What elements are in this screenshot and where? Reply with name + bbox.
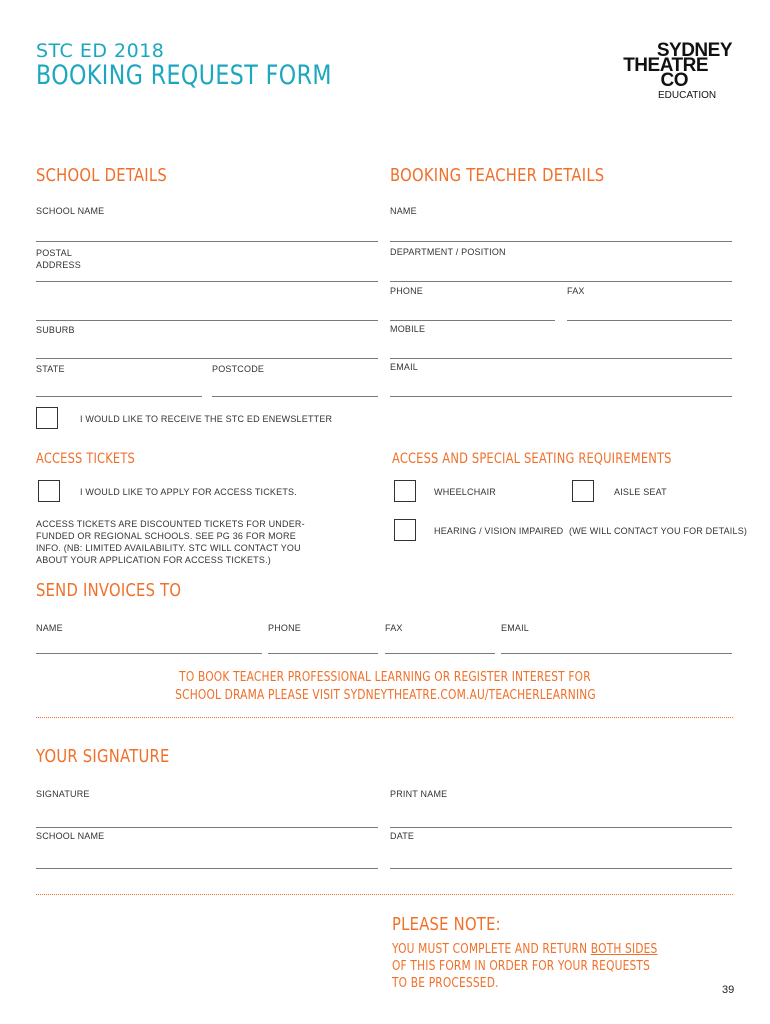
aisle-seat-checkbox[interactable]: [572, 480, 594, 502]
invoice-email-field[interactable]: [501, 653, 732, 654]
access-tickets-heading: ACCESS TICKETS: [36, 451, 135, 467]
dotted-divider-2: [36, 894, 733, 895]
teacher-fax-field[interactable]: [567, 320, 732, 321]
invoice-fax-label: FAX: [385, 623, 403, 633]
invoice-fax-field[interactable]: [385, 653, 495, 654]
please-note-line-1: [392, 941, 658, 958]
postal-address-label: POSTAL ADDRESS: [36, 248, 81, 270]
department-label: DEPARTMENT / POSITION: [390, 247, 506, 257]
invoice-phone-field[interactable]: [268, 653, 378, 654]
please-note-line-2: OF THIS FORM IN ORDER FOR YOUR REQUESTS: [392, 959, 651, 974]
print-name-field[interactable]: [390, 827, 732, 828]
teacher-learning-notice: [0, 668, 770, 704]
teacher-email-field[interactable]: [390, 396, 732, 397]
hearing-vision-checkbox[interactable]: [394, 519, 416, 541]
wheelchair-checkbox[interactable]: [394, 480, 416, 502]
teacher-email-label: EMAIL: [390, 362, 419, 372]
department-field[interactable]: [390, 281, 732, 282]
access-tickets-note: ACCESS TICKETS ARE DISCOUNTED TICKETS FOR UNDER-FUNDED OR REGIONAL SCHOOLS. SEE PG 36 FOR MORE INFO. (NB: LIMITED AVAILABILITY. STC WILL CONTACT YOU ABOUT YOUR APPLICATION FOR ACCESS TICKETS.): [36, 519, 305, 565]
school-name-label: SCHOOL NAME: [36, 206, 105, 216]
please-note-line-3: TO BE PROCESSED.: [392, 976, 499, 991]
mobile-label: MOBILE: [390, 324, 426, 334]
print-name-label: PRINT NAME: [390, 789, 448, 799]
school-name-field[interactable]: [36, 241, 378, 242]
teacher-phone-field[interactable]: [390, 320, 555, 321]
mobile-field[interactable]: [390, 358, 732, 359]
postcode-label: POSTCODE: [212, 364, 265, 374]
invoice-name-field[interactable]: [36, 653, 262, 654]
teacher-details-heading: BOOKING TEACHER DETAILS: [390, 165, 605, 186]
access-seating-heading: ACCESS AND SPECIAL SEATING REQUIREMENTS: [392, 451, 672, 467]
teacher-phone-label: PHONE: [390, 286, 424, 296]
both-sides-emphasis: BOTH SIDES: [590, 942, 658, 957]
hearing-vision-label: HEARING / VISION IMPAIRED: [434, 526, 564, 536]
dotted-divider-1: [36, 717, 733, 718]
state-label: STATE: [36, 364, 65, 374]
please-note-line-1-text: YOU MUST COMPLETE AND RETURN: [392, 942, 591, 957]
signature-label: SIGNATURE: [36, 789, 90, 799]
postal-address-field-1[interactable]: [36, 281, 378, 282]
teacher-name-field[interactable]: [390, 241, 732, 242]
signature-school-name-label: SCHOOL NAME: [36, 831, 105, 841]
school-details-heading: SCHOOL DETAILS: [36, 165, 167, 186]
date-label: DATE: [390, 831, 415, 841]
access-tickets-apply-label: I WOULD LIKE TO APPLY FOR ACCESS TICKETS.: [80, 487, 297, 497]
form-title: BOOKING REQUEST FORM: [36, 60, 332, 91]
logo-line-2: THEATRE: [623, 55, 708, 76]
signature-field[interactable]: [36, 827, 378, 828]
postcode-field[interactable]: [212, 396, 378, 397]
teacher-learning-line-2: SCHOOL DRAMA PLEASE VISIT SYDNEYTHEATRE.COM.AU/TEACHERLEARNING: [174, 688, 596, 703]
date-field[interactable]: [390, 868, 732, 869]
access-tickets-checkbox[interactable]: [38, 480, 60, 502]
invoice-name-label: NAME: [36, 623, 63, 633]
wheelchair-label: WHEELCHAIR: [434, 487, 497, 497]
newsletter-checkbox[interactable]: [36, 407, 58, 429]
logo-line-1: SYDNEY: [656, 40, 732, 61]
state-field[interactable]: [36, 396, 202, 397]
teacher-fax-label: FAX: [567, 286, 585, 296]
teacher-learning-line-1: TO BOOK TEACHER PROFESSIONAL LEARNING OR REGISTER INTEREST FOR: [179, 670, 591, 685]
suburb-field[interactable]: [36, 358, 378, 359]
contact-details-note: (WE WILL CONTACT YOU FOR DETAILS): [569, 526, 748, 536]
please-note-heading: PLEASE NOTE:: [392, 914, 501, 935]
invoice-phone-label: PHONE: [268, 623, 302, 633]
form-supertitle: STC ED 2018: [36, 40, 165, 62]
teacher-name-label: NAME: [390, 206, 417, 216]
newsletter-label: I WOULD LIKE TO RECEIVE THE STC ED ENEWSLETTER: [80, 414, 333, 424]
send-invoices-heading: SEND INVOICES TO: [36, 580, 182, 601]
suburb-label: SUBURB: [36, 325, 75, 335]
logo-line-4: EDUCATION: [658, 90, 717, 101]
postal-address-field-2[interactable]: [36, 320, 378, 321]
invoice-email-label: EMAIL: [501, 623, 530, 633]
page-number: 39: [722, 984, 735, 996]
signature-heading: YOUR SIGNATURE: [36, 746, 170, 767]
signature-school-name-field[interactable]: [36, 868, 378, 869]
logo-line-3: CO: [660, 70, 688, 91]
aisle-seat-label: AISLE SEAT: [614, 487, 667, 497]
